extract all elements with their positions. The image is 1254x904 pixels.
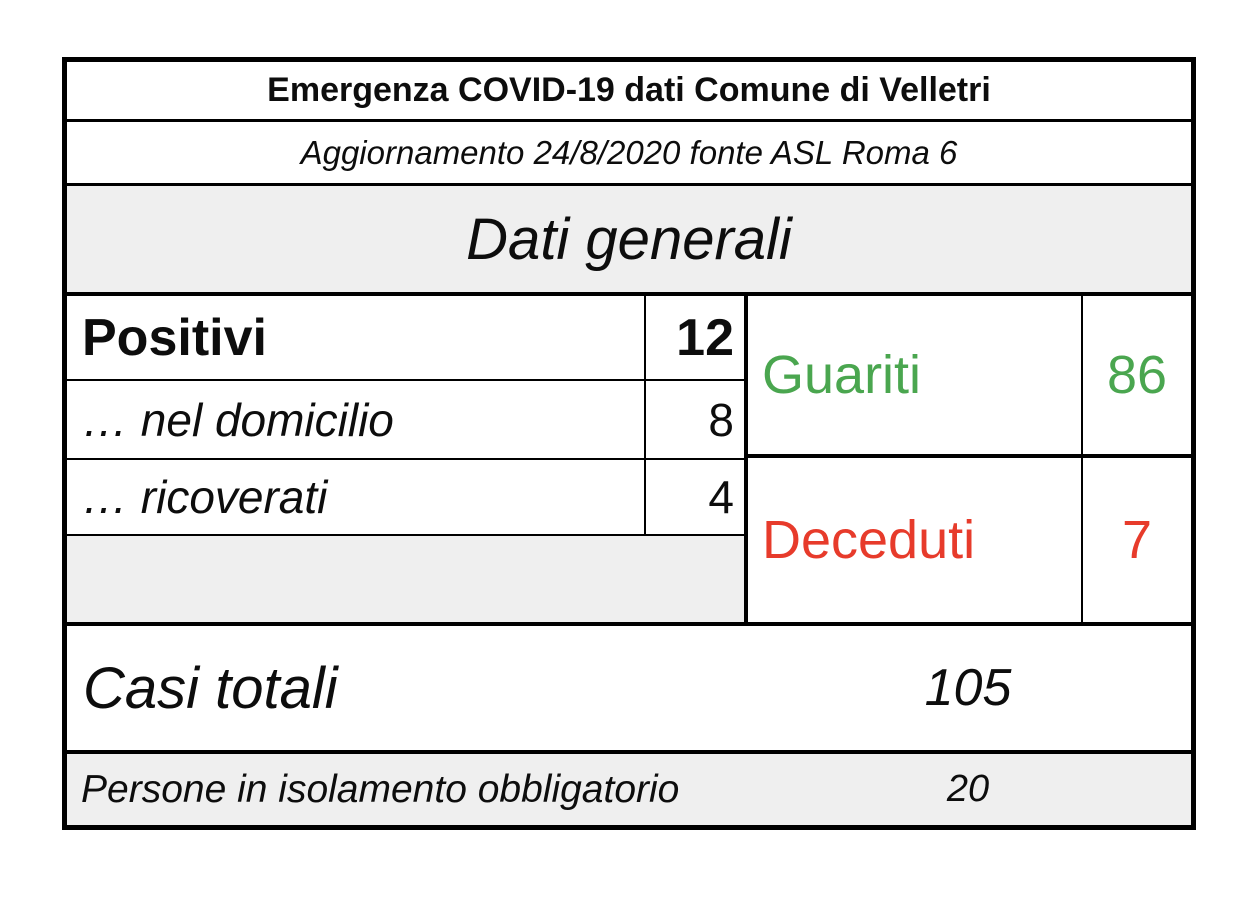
- table-row-guariti: [748, 296, 1191, 458]
- table-title-row: [67, 62, 1191, 122]
- domicilio-label: … nel domicilio: [82, 393, 394, 446]
- guariti-label: Guariti: [762, 345, 922, 405]
- deceduti-value: 7: [1081, 458, 1191, 622]
- table-title: Emergenza COVID-19 dati Comune di Velletri: [267, 71, 991, 109]
- positives-block: [67, 296, 744, 622]
- table-row-positivi: [67, 296, 744, 381]
- domicilio-value: 8: [644, 381, 744, 458]
- section-header-row: [67, 186, 1191, 296]
- casi-totali-label: Casi totali: [83, 655, 338, 721]
- section-title: Dati generali: [466, 206, 792, 272]
- table-row-ricoverati: [67, 460, 744, 536]
- positivi-value: 12: [644, 296, 744, 379]
- guariti-value: 86: [1081, 296, 1191, 454]
- isolamento-label: Persone in isolamento obbligatorio: [81, 767, 680, 811]
- table-subtitle-row: [67, 122, 1191, 186]
- update-date-text: Aggiornamento 24/8/2020 fonte ASL Roma 6: [300, 133, 958, 171]
- table-row-domicilio: [67, 381, 744, 460]
- ricoverati-value: 4: [644, 460, 744, 534]
- isolamento-value: 20: [946, 768, 990, 810]
- ricoverati-label: … ricoverati: [82, 471, 328, 523]
- positivi-label: Positivi: [82, 308, 267, 367]
- table-row-deceduti: [748, 458, 1191, 622]
- stats-split-area: [67, 296, 1191, 626]
- table-row-casi-totali: [67, 626, 1191, 754]
- covid-data-table: [62, 57, 1196, 830]
- outcomes-block: [744, 296, 1191, 622]
- deceduti-label: Deceduti: [762, 510, 976, 570]
- casi-totali-value: 105: [924, 659, 1012, 717]
- empty-gray-cell: [67, 536, 744, 622]
- table-row-isolamento: [67, 754, 1191, 825]
